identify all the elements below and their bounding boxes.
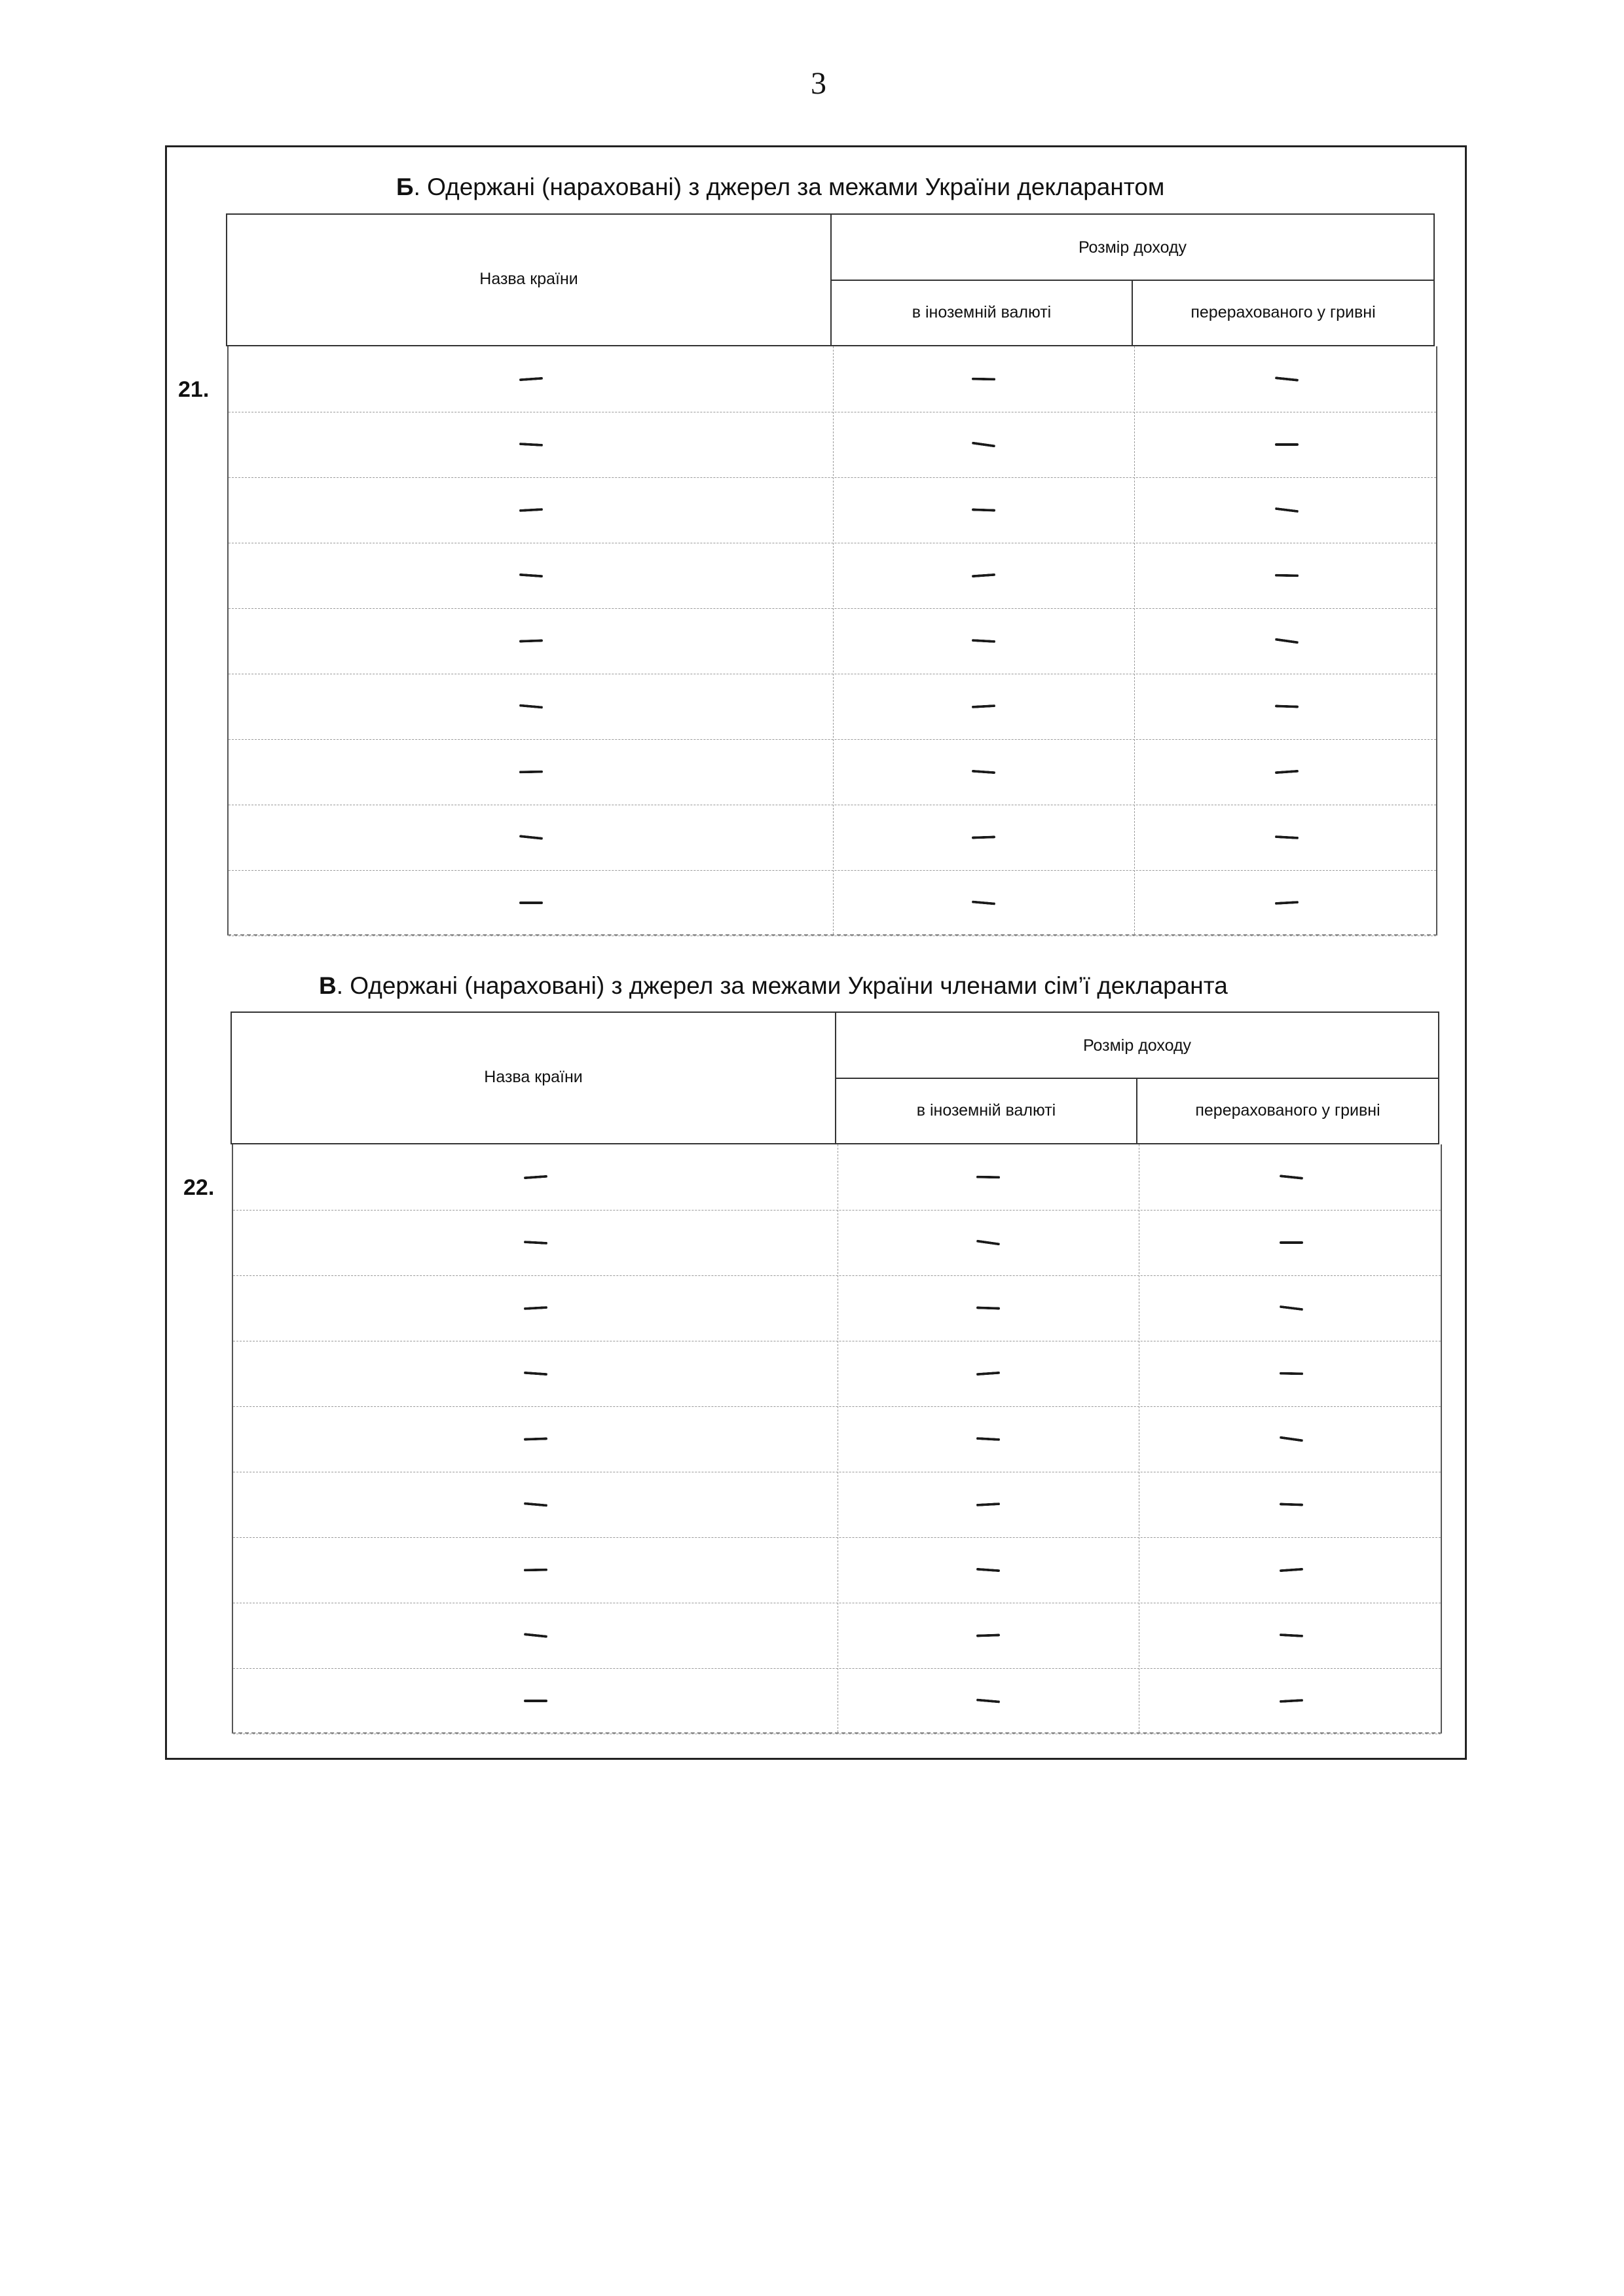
table-row	[233, 1472, 1441, 1538]
empty-dash	[523, 1633, 547, 1638]
table-row	[233, 1668, 1441, 1734]
country-cell	[229, 805, 833, 870]
section-b-rows	[227, 346, 1437, 936]
empty-dash	[523, 1502, 547, 1506]
foreign-currency-cell	[833, 870, 1134, 936]
foreign-currency-cell	[833, 674, 1134, 739]
empty-dash	[519, 835, 542, 840]
uah-cell	[1134, 412, 1439, 477]
country-header-cell	[226, 213, 832, 346]
empty-dash	[519, 443, 542, 446]
foreign-currency-header: в іноземній валюті	[912, 303, 1052, 321]
foreign-currency-cell	[833, 543, 1134, 608]
empty-dash	[1279, 1372, 1302, 1376]
empty-dash	[1274, 901, 1298, 905]
section-v-title	[319, 972, 1228, 1000]
income-size-header: Розмір доходу	[1082, 1036, 1192, 1055]
income-size-header: Розмір доходу	[1078, 238, 1187, 257]
country-cell	[229, 477, 833, 543]
section-b-letter: Б	[396, 173, 414, 200]
country-header: Назва країни	[479, 270, 578, 288]
uah-header-cell	[1136, 1078, 1439, 1144]
empty-dash	[976, 1633, 1000, 1637]
empty-dash	[1274, 835, 1298, 839]
section-b-title	[396, 173, 1164, 201]
empty-dash	[1280, 1241, 1303, 1244]
uah-cell	[1139, 1210, 1443, 1275]
empty-dash	[1274, 638, 1298, 644]
uah-cell	[1134, 346, 1439, 412]
empty-dash	[523, 1241, 547, 1245]
uah-cell	[1139, 1472, 1443, 1537]
table-row	[229, 739, 1436, 805]
empty-dash	[1279, 1305, 1302, 1311]
empty-dash	[523, 1372, 547, 1376]
empty-dash	[1279, 1568, 1302, 1573]
empty-dash	[976, 1568, 1000, 1573]
uah-header-cell	[1132, 280, 1435, 346]
country-cell	[229, 674, 833, 739]
uah-cell	[1139, 1275, 1443, 1341]
income-size-header-cell	[835, 1011, 1439, 1079]
uah-cell	[1139, 1144, 1443, 1210]
country-cell	[229, 608, 833, 674]
country-cell	[233, 1537, 838, 1603]
empty-dash	[519, 639, 542, 642]
country-cell	[233, 1668, 838, 1734]
empty-dash	[519, 574, 542, 578]
empty-dash	[972, 704, 995, 708]
table-row	[233, 1406, 1441, 1472]
table-row	[229, 543, 1436, 609]
table-row	[229, 412, 1436, 478]
empty-dash	[1279, 1699, 1302, 1703]
section-b-row-number: 21.	[178, 377, 210, 402]
foreign-currency-cell	[833, 608, 1134, 674]
empty-dash	[523, 1437, 547, 1440]
country-cell	[229, 543, 833, 608]
section-v-title-text: . Одержані (нараховані) з джерел за межами України членами сім’ї декларанта	[336, 972, 1228, 999]
table-row	[233, 1603, 1441, 1669]
table-row	[229, 346, 1436, 412]
foreign-currency-header-cell	[830, 280, 1133, 346]
section-v-table	[231, 1011, 1439, 1732]
country-cell	[233, 1472, 838, 1537]
foreign-currency-cell	[838, 1603, 1139, 1668]
table-row	[229, 674, 1436, 740]
uah-cell	[1139, 1406, 1443, 1472]
foreign-currency-cell	[838, 1406, 1139, 1472]
empty-dash	[976, 1240, 1000, 1246]
foreign-currency-cell	[833, 412, 1134, 477]
empty-dash	[972, 508, 995, 511]
table-row	[229, 608, 1436, 674]
uah-cell	[1134, 870, 1439, 936]
table-row	[233, 1341, 1441, 1407]
empty-dash	[1274, 507, 1298, 513]
foreign-currency-cell	[838, 1210, 1139, 1275]
country-cell	[233, 1603, 838, 1668]
page-number: 3	[811, 66, 826, 101]
empty-dash	[519, 377, 542, 382]
empty-dash	[523, 1306, 547, 1310]
empty-dash	[519, 508, 542, 512]
country-cell	[229, 870, 833, 936]
foreign-currency-cell	[833, 346, 1134, 412]
foreign-currency-cell	[838, 1668, 1139, 1734]
country-header-cell	[231, 1011, 836, 1144]
empty-dash	[976, 1176, 1000, 1179]
empty-dash	[1279, 1503, 1302, 1506]
foreign-currency-cell	[833, 805, 1134, 870]
empty-dash	[1274, 574, 1298, 577]
empty-dash	[1279, 1633, 1302, 1637]
country-header: Назва країни	[484, 1068, 583, 1086]
empty-dash	[972, 900, 995, 905]
foreign-currency-cell	[838, 1472, 1139, 1537]
country-cell	[229, 346, 833, 412]
foreign-currency-cell	[838, 1144, 1139, 1210]
foreign-currency-header: в іноземній валюті	[916, 1101, 1056, 1120]
table-row	[233, 1144, 1441, 1211]
table-row	[229, 805, 1436, 871]
table-row	[233, 1210, 1441, 1276]
foreign-currency-cell	[838, 1341, 1139, 1406]
uah-header: перерахованого у гривні	[1190, 303, 1376, 321]
table-row	[229, 477, 1436, 543]
uah-cell	[1139, 1668, 1443, 1734]
empty-dash	[1274, 704, 1298, 708]
section-b-title-text: . Одержані (нараховані) з джерел за межами України декларантом	[413, 173, 1165, 200]
empty-dash	[523, 1175, 547, 1180]
empty-dash	[976, 1306, 1000, 1309]
section-v-rows	[232, 1144, 1442, 1734]
empty-dash	[524, 1700, 547, 1702]
empty-dash	[972, 639, 995, 643]
uah-cell	[1134, 543, 1439, 608]
uah-cell	[1134, 805, 1439, 870]
country-cell	[229, 739, 833, 805]
foreign-currency-cell	[833, 739, 1134, 805]
empty-dash	[1279, 1175, 1302, 1180]
section-b-table	[226, 213, 1435, 934]
empty-dash	[972, 378, 995, 381]
country-cell	[233, 1144, 838, 1210]
section-v-letter: В	[319, 972, 337, 999]
country-cell	[229, 412, 833, 477]
uah-cell	[1134, 739, 1439, 805]
empty-dash	[519, 902, 543, 904]
uah-cell	[1134, 608, 1439, 674]
country-cell	[233, 1210, 838, 1275]
income-size-header-cell	[830, 213, 1435, 281]
empty-dash	[1279, 1436, 1302, 1442]
empty-dash	[523, 1569, 547, 1572]
foreign-currency-cell	[838, 1537, 1139, 1603]
country-cell	[233, 1406, 838, 1472]
empty-dash	[976, 1437, 1000, 1441]
empty-dash	[972, 442, 995, 448]
empty-dash	[1274, 770, 1298, 774]
country-cell	[233, 1341, 838, 1406]
foreign-currency-header-cell	[835, 1078, 1137, 1144]
table-row	[233, 1275, 1441, 1341]
empty-dash	[1274, 376, 1298, 382]
table-row	[233, 1537, 1441, 1603]
empty-dash	[519, 704, 542, 708]
empty-dash	[976, 1503, 1000, 1506]
uah-cell	[1139, 1603, 1443, 1668]
section-v-row-number: 22.	[183, 1175, 215, 1200]
empty-dash	[1275, 443, 1299, 446]
foreign-currency-cell	[833, 477, 1134, 543]
uah-cell	[1134, 477, 1439, 543]
uah-header: перерахованого у гривні	[1195, 1101, 1380, 1120]
uah-cell	[1139, 1341, 1443, 1406]
country-cell	[233, 1275, 838, 1341]
foreign-currency-cell	[838, 1275, 1139, 1341]
empty-dash	[976, 1372, 1000, 1376]
empty-dash	[976, 1698, 1000, 1703]
empty-dash	[519, 771, 542, 774]
empty-dash	[972, 770, 995, 774]
uah-cell	[1134, 674, 1439, 739]
uah-cell	[1139, 1537, 1443, 1603]
empty-dash	[972, 574, 995, 578]
table-row	[229, 870, 1436, 936]
empty-dash	[972, 835, 995, 839]
